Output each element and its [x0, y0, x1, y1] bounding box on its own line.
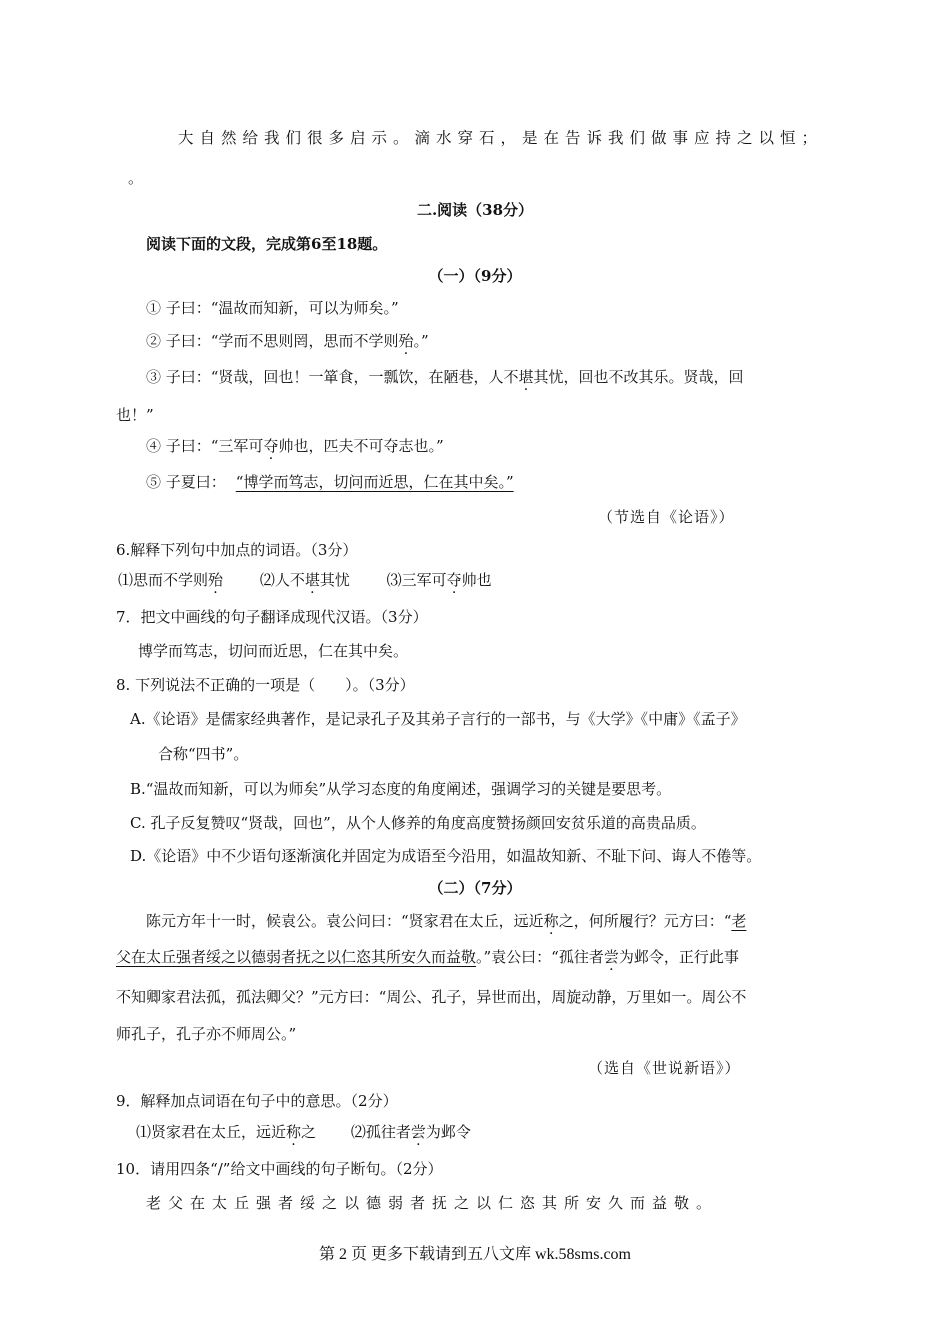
- option-d: D.《论语》中不少语句逐渐演化并固定为成语至今沿用，如温故知新、不耻下问、诲人不倦等。: [130, 847, 762, 865]
- intro-line-1: 大自然给我们很多启示。滴水穿石，是在告诉我们做事应持之以恒；: [178, 129, 824, 147]
- q9-item-1: ⑴贤家君在太丘，远近称之: [136, 1123, 317, 1141]
- quote-4-text: ④ 子曰：“三军可: [146, 437, 264, 455]
- dotted-word: 殆: [208, 571, 224, 589]
- quote-4-rest: 帅也，匹夫不可夺志也。”: [278, 437, 444, 455]
- passage-line-3: 不知卿家君法孤，孤法卿父？”元方曰：“周公、孔子，异世而出，周旋动静，万里如一。周公不: [116, 988, 747, 1006]
- question-9-stem: 9．解释加点词语在句子中的意思。（2分）: [116, 1092, 398, 1110]
- part2-title: （二）（7分）: [428, 879, 522, 897]
- question-10-stem: 10．请用四条“/”给文中画线的句子断句。（2分）: [116, 1160, 443, 1178]
- question-7-stem: 7．把文中画线的句子翻译成现代汉语。（3分）: [116, 608, 428, 626]
- option-a-cont: 合称“四书”。: [158, 745, 249, 763]
- quote-2: [146, 331, 429, 351]
- dotted-word: 殆: [398, 332, 414, 350]
- option-c: C. 孔子反复赞叹“贤哉，回也”，从个人修养的角度高度赞扬颜回安贫乐道的高贵品质。: [130, 814, 706, 832]
- section-instruction: 阅读下面的文段，完成第6至18题。: [146, 235, 388, 253]
- quote-4: [146, 436, 444, 456]
- q6-item-2: ⑵人不堪其忧: [259, 571, 350, 589]
- part2-source: （选自《世说新语》）: [588, 1059, 741, 1077]
- dotted-word: 尝: [410, 1123, 426, 1141]
- passage-line-4: 师孔子，孔子亦不师周公。”: [116, 1025, 297, 1043]
- quote-3-text: ③ 子曰：“贤哉，回也！一箪食，一瓢饮，在陋巷，人不: [146, 368, 519, 386]
- question-9-items: [136, 1122, 471, 1142]
- quote-2-end: 。”: [413, 332, 429, 350]
- option-a: A.《论语》是儒家经典著作，是记录孔子及其弟子言行的一部书，与《大学》《中庸》《孟子》: [130, 710, 746, 728]
- quote-3-rest: 其忧，回也不改其乐。贤哉，回: [533, 368, 744, 386]
- quote-3: [146, 367, 743, 387]
- question-10-sentence: 老父在太丘强者绥之以德弱者抚之以仁恣其所安久而益敬。: [146, 1194, 719, 1212]
- underlined-sentence: 老: [731, 912, 747, 930]
- q6-item-1: ⑴思而不学则殆: [118, 571, 224, 589]
- q9-item-2: ⑵孤往者尝为邺令: [350, 1123, 471, 1141]
- q6-item-3: ⑶三军可夺帅也: [386, 571, 492, 589]
- dotted-word: 堪: [304, 571, 320, 589]
- page-footer: 第 2 页 更多下载请到五八文库 wk.58sms.com: [318, 1246, 631, 1263]
- section-title: 二.阅读（38分）: [416, 201, 534, 219]
- quote-3-cont: 也！”: [116, 406, 154, 424]
- quote-5: [146, 472, 514, 492]
- underlined-sentence: 父在太丘强者绥之以德弱者抚之以仁恣其所安久而益敬: [116, 948, 477, 966]
- intro-line-2: 。: [128, 169, 144, 187]
- underlined-sentence: “博学而笃志，切问而近思，仁在其中矣。”: [235, 473, 514, 491]
- part1-source: （节选自《论语》）: [598, 508, 735, 526]
- passage-line-1: 陈元方年十一时，候袁公。袁公问曰：“贤家君在太丘，远近称之，何所履行？元方曰：“老: [146, 912, 747, 930]
- dotted-word: 夺: [263, 437, 279, 455]
- quote-1: ① 子曰：“温故而知新，可以为师矣。”: [146, 299, 399, 317]
- dotted-word: 称: [286, 1123, 302, 1141]
- dotted-word: 称: [543, 912, 559, 930]
- question-6-stem: 6.解释下列句中加点的词语。（3分）: [116, 541, 358, 559]
- dotted-word: 堪: [518, 368, 534, 386]
- question-6-items: [118, 570, 492, 590]
- question-8-stem: 8. 下列说法不正确的一项是（ ）。（3分）: [116, 676, 415, 694]
- dotted-word: 夺: [446, 571, 462, 589]
- dotted-word: 尝: [603, 948, 619, 966]
- question-7-sentence: 博学而笃志，切问而近思，仁在其中矣。: [138, 642, 409, 660]
- part1-title: （一）（9分）: [428, 267, 522, 285]
- passage-line-2: 父在太丘强者绥之以德弱者抚之以仁恣其所安久而益敬。”袁公曰：“孤往者尝为邺令，正行此事: [116, 948, 739, 966]
- quote-5-speaker: ⑤ 子夏曰：: [146, 473, 226, 491]
- option-b: B.“温故而知新，可以为师矣”从学习态度的角度阐述，强调学习的关键是要思考。: [130, 780, 672, 798]
- quote-2-text: ② 子曰：“学而不思则罔，思而不学则: [146, 332, 399, 350]
